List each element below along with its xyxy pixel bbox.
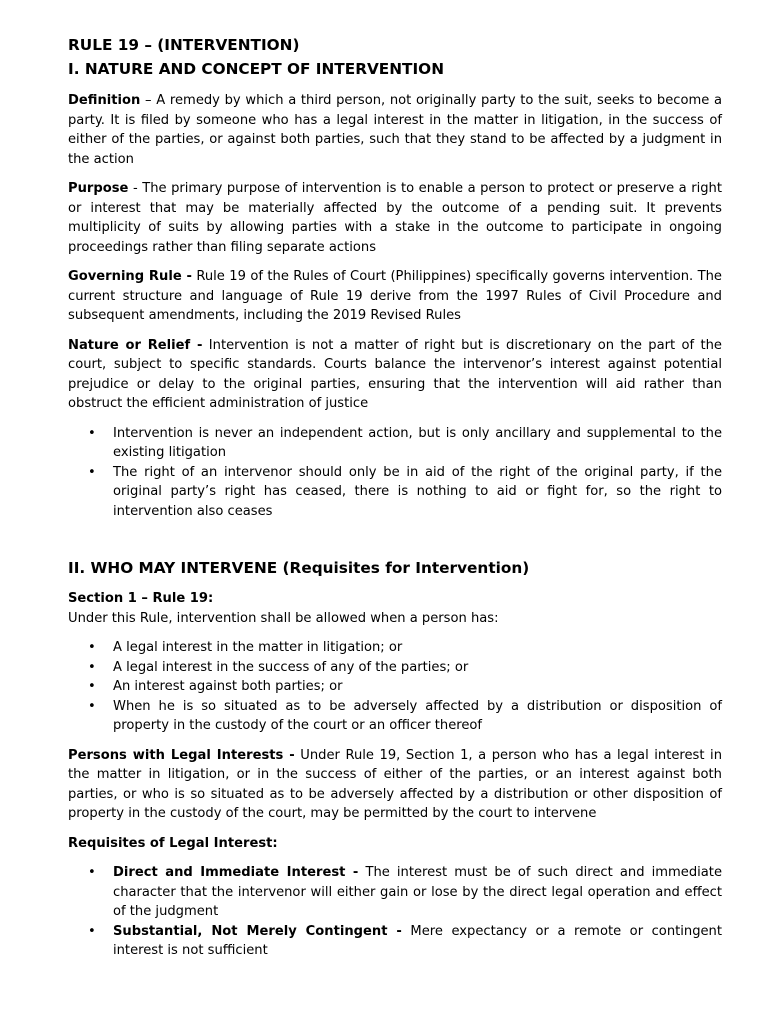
- requisite-text: Mere expectancy or a remote or contingent interest is not sufficient: [113, 923, 722, 958]
- list-item: [68, 697, 722, 736]
- persons-legal-text: Under Rule 19, Section 1, a person who has a legal interest in the matter in litigation, or in the success of either of the parties, or an interest against both parties, or who is so situated as to be adversely affected by a distribution or other disposition of property in the custody of the court, may be permitted by the court to intervene: [68, 747, 722, 821]
- bullet-icon: •: [88, 425, 96, 441]
- bullet-icon: •: [88, 865, 96, 880]
- definition-text: – A remedy by which a third person, not originally party to the suit, seeks to become a party. It is filed by someone who has a legal interest in the matter in litigation, in the success of either of the parties, or against both parties, such that they stand to be affected by a judgment in the action: [68, 93, 722, 167]
- list-item-text: A legal interest in the success of any of the parties; or: [113, 659, 469, 675]
- requisite-label: Direct and Immediate Interest -: [113, 865, 359, 880]
- section1-label-line: [68, 589, 722, 609]
- nature-bullet-list: [68, 424, 722, 522]
- nature-relief-text: Intervention is not a matter of right but is discretionary on the part of the court, subject to specific standards. Courts balance the intervenor’s interest against potential prejudice or delay to the original parties, ensuring that the intervention will aid rather than obstruct the efficient administration of justice: [68, 337, 722, 411]
- nature-relief-paragraph: [68, 336, 722, 414]
- bullet-icon: •: [88, 923, 96, 939]
- section1-intro: Under this Rule, intervention shall be allowed when a person has:: [68, 610, 499, 626]
- requisites-label-line: [68, 834, 722, 854]
- bullet-icon: •: [88, 698, 96, 714]
- list-item: [68, 863, 722, 922]
- list-item-text: A legal interest in the matter in litigation; or: [113, 640, 403, 655]
- list-item: [68, 677, 722, 697]
- bullet-icon: •: [88, 640, 96, 655]
- section1-bullet-list: [68, 638, 722, 736]
- list-item: [68, 658, 722, 678]
- list-item-text: An interest against both parties; or: [113, 679, 343, 694]
- requisite-label: Substantial, Not Merely Contingent -: [113, 923, 402, 939]
- section1-label: Section 1 – Rule 19:: [68, 591, 214, 606]
- purpose-label: Purpose: [68, 181, 129, 196]
- persons-legal-paragraph: [68, 746, 722, 824]
- list-item-text: When he is so situated as to be adversely affected by a distribution or disposition of property in the custody of the court or an officer thereof: [113, 698, 722, 733]
- definition-paragraph: [68, 91, 722, 169]
- governing-rule-paragraph: [68, 267, 722, 326]
- list-item: [68, 424, 722, 463]
- section-2-heading: II. WHO MAY INTERVENE (Requisites for Intervention): [68, 559, 530, 577]
- rule-title: RULE 19 – (INTERVENTION): [68, 36, 300, 54]
- list-item: [68, 463, 722, 522]
- list-item: [68, 922, 722, 961]
- governing-rule-label: Governing Rule -: [68, 269, 192, 284]
- list-item-text: Intervention is never an independent action, but is only ancillary and supplemental to the existing litigation: [113, 425, 722, 460]
- requisite-text: The interest must be of such direct and immediate character that the intervenor will either gain or lose by the direct legal operation and effect of the judgment: [113, 865, 722, 919]
- requisites-label: Requisites of Legal Interest:: [68, 835, 278, 851]
- bullet-icon: •: [88, 679, 96, 694]
- definition-label: Definition: [68, 93, 141, 108]
- purpose-text: - The primary purpose of intervention is to enable a person to protect or preserve a right or interest that may be materially affected by the outcome of a pending suit. It prevents multiplicity of suits by allowing parties with a stake in the outcome to participate in ongoing proceedings rather than filing separate actions: [68, 181, 722, 255]
- persons-legal-label: Persons with Legal Interests -: [68, 747, 295, 763]
- list-item-text: The right of an intervenor should only be in aid of the right of the original party, if the original party’s right has ceased, there is nothing to aid or fight for, so the right to intervention also ceases: [113, 464, 722, 519]
- requisites-bullet-list: [68, 863, 722, 961]
- purpose-paragraph: [68, 179, 722, 257]
- bullet-icon: •: [88, 659, 96, 675]
- section-1-heading: I. NATURE AND CONCEPT OF INTERVENTION: [68, 60, 444, 78]
- list-item: [68, 638, 722, 658]
- nature-relief-label: Nature or Relief -: [68, 337, 203, 353]
- bullet-icon: •: [88, 464, 96, 480]
- governing-rule-text: Rule 19 of the Rules of Court (Philippines) specifically governs intervention. The current structure and language of Rule 19 derive from the 1997 Rules of Civil Procedure and subsequent amendments, including the 2019 Revised Rules: [68, 269, 722, 323]
